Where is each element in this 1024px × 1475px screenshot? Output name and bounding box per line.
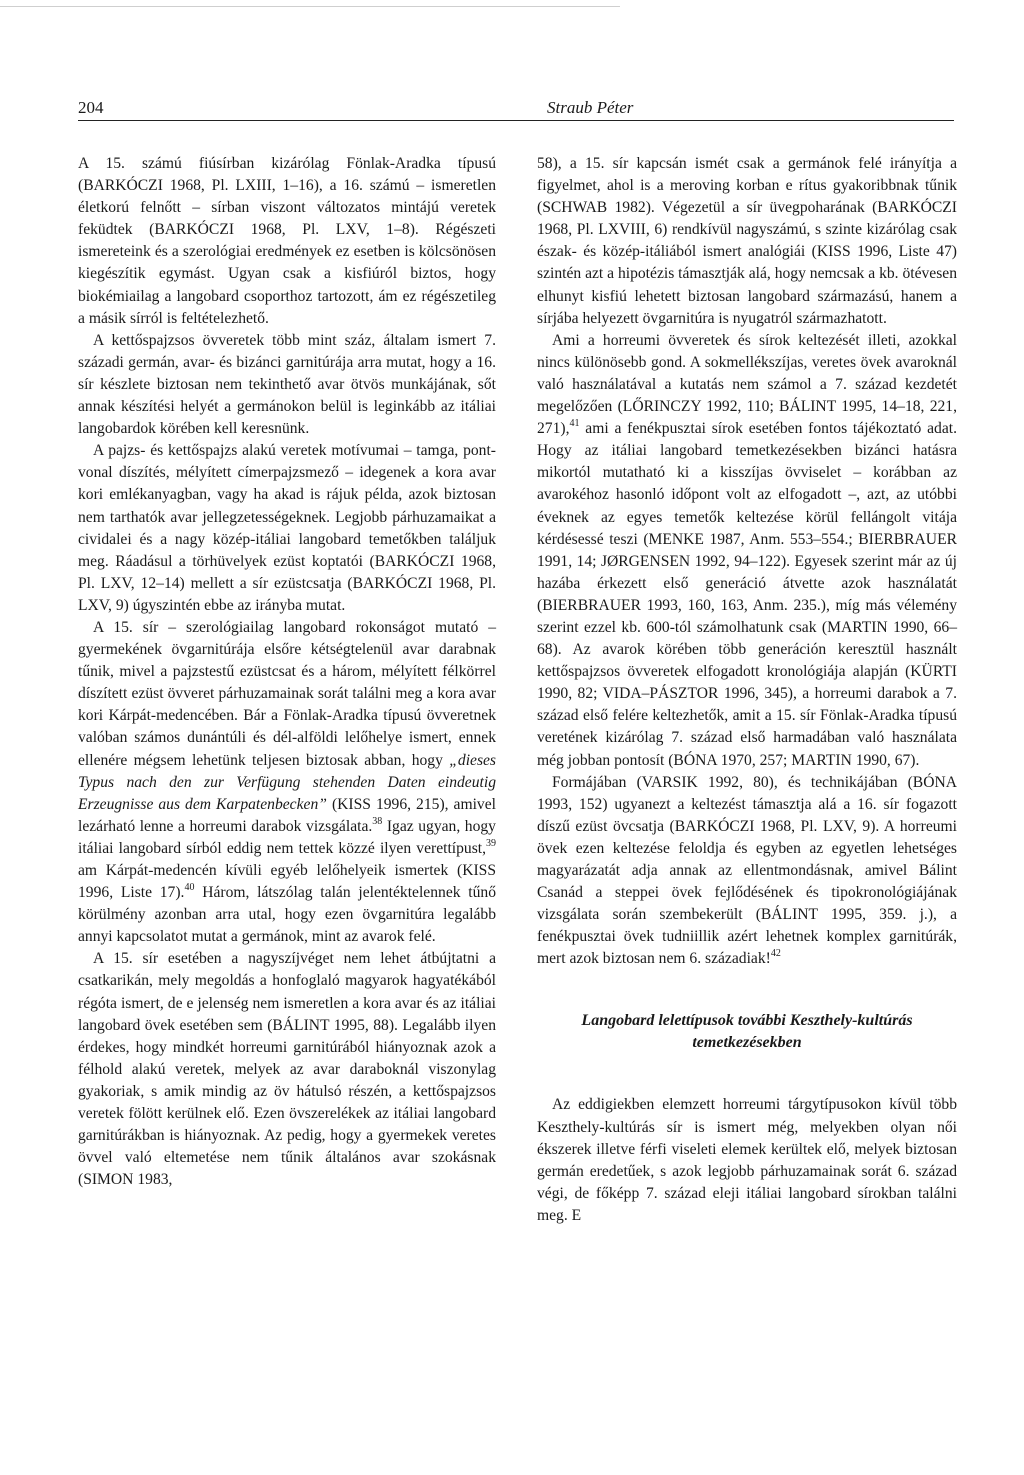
paragraph-text: Igaz ugyan, hogy itáliai langobard sírból eddig nem tettek közzé ilyen verettípust, [78,817,496,857]
paragraph-text: Formájában (VARSIK 1992, 80), és technikájában (BÓNA 1993, 152) ugyanezt a keltezést támasztja alá a 16. sír fogazott díszű ezüst övcsatja (BARKÓCZI 1968, Pl. LXV, 9). A horreumi övek ezen keltezése feloldja és egyben az egyetlen lehetséges magyarázatát adja annak az ellentmondásnak, amivel Bálint Csanád a steppei övek fejlődésének és tipokronológiájának vizsgálata során szembekerült (BÁLINT 1995, 359. j.), a fenékpusztai övek tudniillik azért lehetnek komplex garnitúrák, mert azok biztosan nem 6. századiak! [537,773,957,968]
paragraph [537,330,957,772]
left-column [78,153,496,1191]
paragraph-text: am Kárpát-medencén kívüli egyéb lelőhelyeik ismertek (KISS 1996, Liste 17). [78,862,496,902]
paragraph-text: Az eddigiekben elemzett horreumi tárgytípusokon kívül több Keszthely-kultúrás sír is ismert még, melyekben olyan női ékszerek illetve férfi viseleti elemek kerültek elő, melyek biztosan germán eredetűek, s azok legjobb párhuzamainak sorát 6. század végi, de főképp 7. század eleji itáliai langobard sírokban találni meg. E [537,1096,957,1224]
footnote-marker: 39 [486,837,496,849]
footnote-marker: 42 [770,948,781,960]
paragraph-text: ami a fenékpusztai sírok esetében fontos tájékoztató adat. Hogy az itáliai langobard temetkezésekben bizánci hatásra mikortól mutatható ki a kisszíjas övviselet – korábban az avarokéhoz hasonló időpont volt az elfogadott –, azt, az utóbbi éveknek az egyes temetők keltezése körül fellángolt vitája kérdésessé teszi (MENKE 1987, Anm. 553–554.; BIERBRAUER 1991, 14; JØRGENSEN 1992, 94–122). Egyesek szerint már az új hazába érkezett első generáció átvette azok használatát (BIERBRAUER 1993, 160, 163, Anm. 235.), míg más vélemény szerint ezzel kb. 600-tól számolhatunk csak (MARTIN 1990, 66–68). Az avarok körében több generáción keresztül használt kettőspajzsos övveretek elfogadott kronológiája alapján (KÜRTI 1990, 82; VIDA–PÁSZTOR 1996, 345), a horreumi darabok a 7. század első felére keltezhetők, amit a 15. sír Fönlak-Aradka típusú veretének kizárólag 7. század első harmadában való használata még jobban pontosít (BÓNA 1970, 257; MARTIN 1990, 67). [537,420,957,769]
paragraph [537,153,957,330]
paragraph-text: Három, látszólag talán jelentéktelennek tűnő körülmény azonban arra utal, hogy ezen övgarnitúra legalább annyi kapcsolatot mutat a germánok, mint az avarok felé. [78,884,496,946]
paragraph-text: A kettőspajzsos övveretek több mint száz, általam ismert 7. századi germán, avar- és bizánci garnitúrája arra mutat, hogy a 16. sír készlete biztosan nem tekinthető avar ötvös munkájának, sőt annak készítési helyét a germánokon belül is leginkább az itáliai langobardok körében kell keresnünk. [78,331,496,438]
paragraph-text: A 15. sír esetében a nagyszíjvéget nem lehet átbújtatni a csatkarikán, mely megoldás a honfoglaló magyarok hagyatékából régóta ismert, de e jelenség nem ismeretlen a kora avar és az itáliai langobard övek esetében sem (BÁLINT 1995, 88). Legalább ilyen érdekes, hogy mindkét horreumi garnitúrából hiányoznak azok a félhold alakú veretek, melyek az avar daraboknál viszonylag gyakoriak, s amik mindig az öv hátulsó részén, a kettőspajzsos veretek fölött kerülnek elő. Ezen övszerelékek az itáliai langobard garnitúrákban is hiányoznak. Az pedig, hogy a gyermekek veretes övvel való eltemetése nem tűnik általános avar szokásnak (SIMON 1983, [78,950,496,1189]
paragraph-text: Ami a horreumi övveretek és sírok keltezését illeti, azokkal nincs különösebb gond. A sokmellékszíjas, veretes övek avaroknál való használatával a kutatás nem számol a 7. század kezdetét megelőzően (LŐRINCZY 1992, 110; BÁLINT 1995, 14–18, 221, 271), [537,331,957,438]
paragraph-text: A 15. számú fiúsírban kizárólag Fönlak-Aradka típusú (BARKÓCZI 1968, Pl. LXIII, 1–16), a 16. számú – ismeretlen életkorú felnőtt – sírban viszont változatos mintájú veretek feküdtek (BARKÓCZI 1968, Pl. LXV, 1–8). Régészeti ismereteink és a szerológiai eredmények ez esetben is kölcsönösen kiegészítik egymást. Ugyan csak a kisfiúról biztos, hogy biokémiailag a langobard csoporthoz tartozott, ám ez régészetileg a másik sírról is feltételezhető. [78,155,496,327]
footnote-marker: 40 [184,882,195,894]
paragraph [78,617,496,948]
scan-top-rule [0,6,620,7]
paragraph-text: 58), a 15. sír kapcsán ismét csak a germánok felé irányítja a figyelmet, ahol is a meroving korban e rítus gyakoribbnak tűnik (SCHWAB 1982). Végezetül a sír üvegpoharának (BARKÓCZI 1968, Pl. LXVIII, 6) rendkívül nagyszámú, s szinte kizárólag csak észak- és közép-itáliából ismert analógiái (KISS 1996, Liste 47) szintén azt a hipotézis támasztják alá, hogy nemcsak a kb. ötévesen elhunyt kisfiú lehetett biztosan langobard származású, hanem a sírjába helyezett övgarnitúra is nyugatról származhatott. [537,155,958,327]
page-header [78,98,954,121]
paragraph [78,330,496,440]
section-heading: Langobard lelettípusok további Keszthely-kultúrás temetkezésekben [581,1012,913,1052]
paragraph [78,948,496,1191]
page-number: 204 [78,98,104,117]
footnote-marker: 41 [569,418,580,430]
german-quote: „dieses Typus nach den zur Verfügung stehenden Daten eindeutig Erzeugnisse aus dem Karpatenbecken” [78,751,496,813]
paragraph [78,153,496,330]
right-column [537,153,957,1227]
paragraph-text: (KISS 1996, 215), amivel lezárható lenne a horreumi darabok vizsgálata. [78,795,496,835]
paragraph-text: A pajzs- és kettőspajzs alakú veretek motívumai – tamga, pont-vonal díszítés, mélyített címerpajzsmező – idegenek a kora avar kori emlékanyagban, vagy ha akad is rájuk példa, azok biztosan nem tarthatók avar jellegzetességeknek. Legjobb párhuzamaikat a cividalei és a nagy közép-itáliai langobard temetőkben találjuk meg. Ráadásul a törhüvelyek ezüst koptatói (BARKÓCZI 1968, Pl. LXV, 12–14) mellett a sír ezüstcsatja (BARKÓCZI 1968, Pl. LXV, 9) úgyszintén ebbe az irányba mutat. [78,442,496,614]
running-head-author: Straub Péter [547,98,634,117]
paragraph [537,1094,957,1227]
paragraph-text: A 15. sír – szerológiailag langobard rokonságot mutató – gyermekének övgarnitúrája elsőre kétségtelenül avar darabnak tűnik, mivel a pajzstestű ezüstcsat és a három, mélyített félkörrel díszített ezüst övveret párhuzamainak sorát találni meg a kora avar kori Kárpát-medencében. Bár a Fönlak-Aradka típusú övveretnek valóban számos dunántúli és dél-alföldi lelőhelye ismert, ennek ellenére mégsem lehetünk teljesen biztosak abban, hogy [78,618,496,769]
footnote-marker: 38 [372,815,383,827]
paragraph [537,772,957,971]
paragraph [78,440,496,617]
